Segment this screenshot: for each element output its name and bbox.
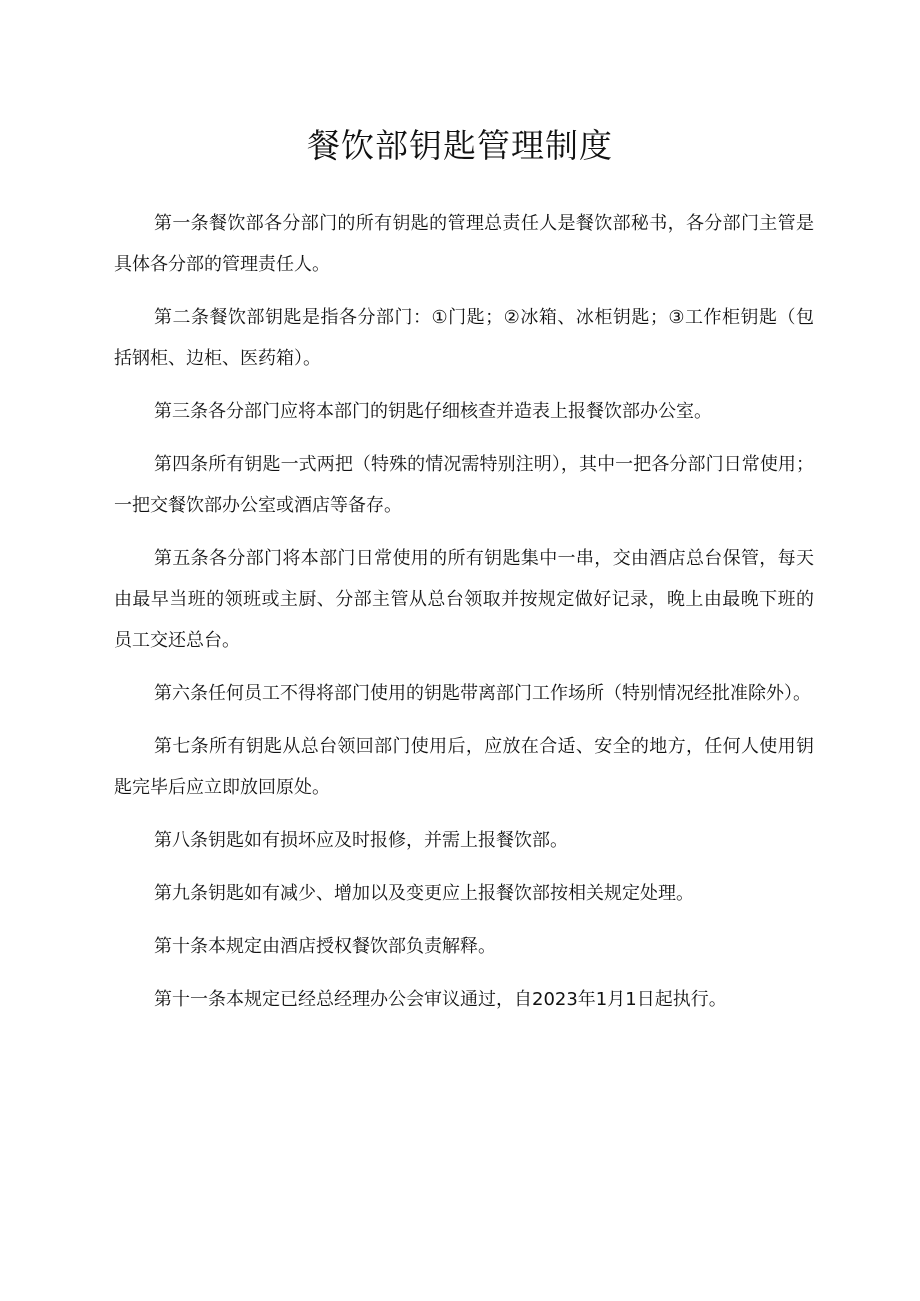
article-3: 第三条各分部门应将本部门的钥匙仔细核查并造表上报餐饮部办公室。 <box>154 401 712 422</box>
document-title: 餐饮部钥匙管理制度 <box>307 126 613 165</box>
article-10: 第十条本规定由酒店授权餐饮部负责解释。 <box>154 936 496 957</box>
article-5: 第五条各分部门将本部门日常使用的所有钥匙集中一串，交由酒店总台保管，每天由最早当班的领班或主厨、分部主管从总台领取并按规定做好记录，晚上由最晚下班的员工交还总台。 <box>114 548 814 651</box>
article-8: 第八条钥匙如有损坏应及时报修，并需上报餐饮部。 <box>154 830 568 851</box>
article-1: 第一条餐饮部各分部门的所有钥匙的管理总责任人是餐饮部秘书，各分部门主管是具体各分部的管理责任人。 <box>114 213 814 275</box>
article-2: 第二条餐饮部钥匙是指各分部门：①门匙；②冰箱、冰柜钥匙；③工作柜钥匙（包括钢柜、边柜、医药箱）。 <box>114 307 814 369</box>
article-6: 第六条任何员工不得将部门使用的钥匙带离部门工作场所（特别情况经批准除外）。 <box>154 683 811 704</box>
article-11: 第十一条本规定已经总经理办公会审议通过，自2023年1月1日起执行。 <box>154 989 727 1010</box>
document-body <box>114 203 814 1032</box>
article-7: 第七条所有钥匙从总台领回部门使用后，应放在合适、安全的地方，任何人使用钥匙完毕后应立即放回原处。 <box>114 736 814 798</box>
article-9: 第九条钥匙如有减少、增加以及变更应上报餐饮部按相关规定处理。 <box>154 883 694 904</box>
article-4: 第四条所有钥匙一式两把（特殊的情况需特别注明），其中一把各分部门日常使用；一把交餐饮部办公室或酒店等备存。 <box>114 454 814 516</box>
